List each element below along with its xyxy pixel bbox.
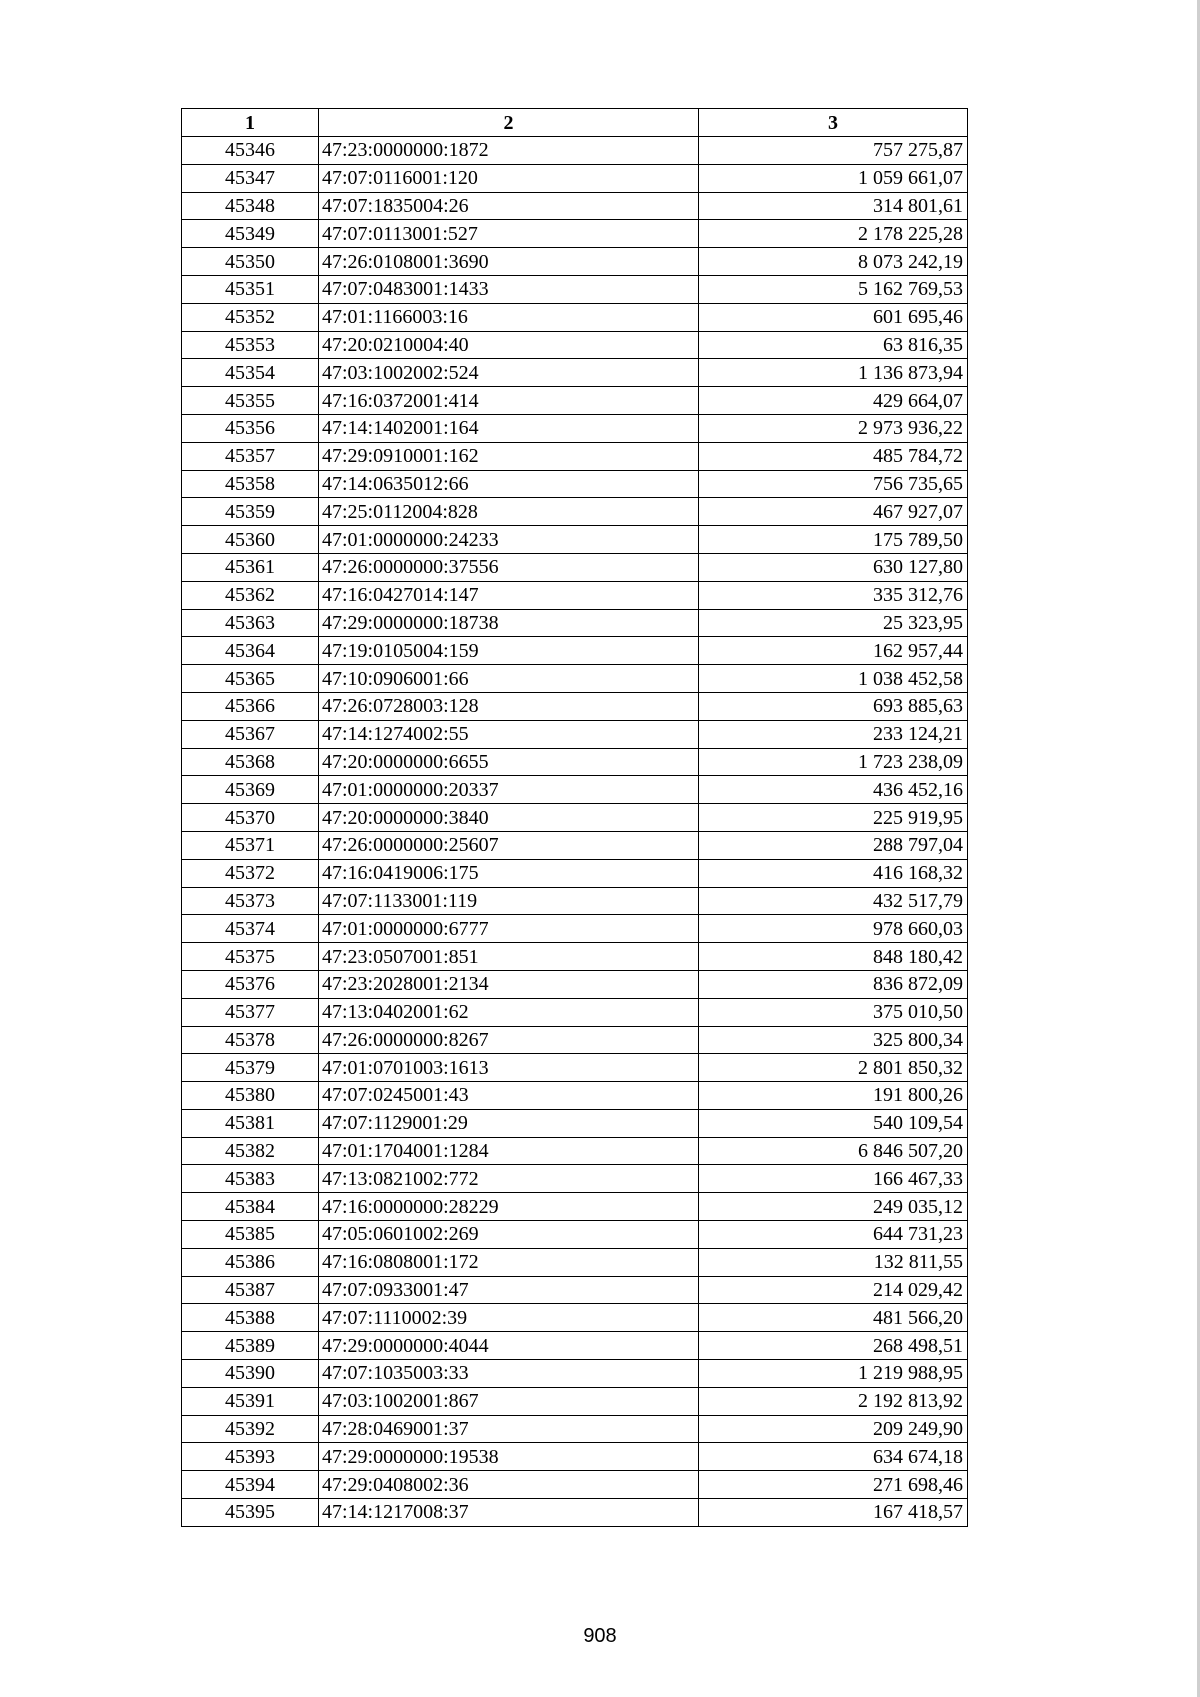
table-row (182, 1443, 968, 1471)
value-cell: 634 674,18 (699, 1443, 968, 1471)
table-row (182, 1304, 968, 1332)
value-cell: 249 035,12 (699, 1193, 968, 1221)
cadastral-number-cell: 47:07:1035003:33 (319, 1360, 699, 1388)
row-number-cell: 45365 (182, 665, 319, 693)
table-row (182, 609, 968, 637)
table-row (182, 1415, 968, 1443)
value-cell: 1 038 452,58 (699, 665, 968, 693)
value-cell: 162 957,44 (699, 637, 968, 665)
table-row (182, 1276, 968, 1304)
row-number-cell: 45347 (182, 164, 319, 192)
cadastral-number-cell: 47:20:0000000:6655 (319, 748, 699, 776)
value-cell: 167 418,57 (699, 1499, 968, 1527)
table-row (182, 498, 968, 526)
value-cell: 132 811,55 (699, 1248, 968, 1276)
table-row (182, 859, 968, 887)
value-cell: 416 168,32 (699, 859, 968, 887)
value-cell: 271 698,46 (699, 1471, 968, 1499)
cadastral-number-cell: 47:07:1133001:119 (319, 887, 699, 915)
row-number-cell: 45360 (182, 526, 319, 554)
table-body (182, 137, 968, 1527)
value-cell: 432 517,79 (699, 887, 968, 915)
row-number-cell: 45361 (182, 553, 319, 581)
value-cell: 467 927,07 (699, 498, 968, 526)
value-cell: 314 801,61 (699, 192, 968, 220)
cadastral-number-cell: 47:07:0116001:120 (319, 164, 699, 192)
value-cell: 175 789,50 (699, 526, 968, 554)
row-number-cell: 45355 (182, 387, 319, 415)
value-cell: 233 124,21 (699, 720, 968, 748)
value-cell: 756 735,65 (699, 470, 968, 498)
value-cell: 693 885,63 (699, 692, 968, 720)
value-cell: 8 073 242,19 (699, 248, 968, 276)
cadastral-number-cell: 47:13:0821002:772 (319, 1165, 699, 1193)
table-row (182, 1332, 968, 1360)
table-header-row (182, 109, 968, 137)
row-number-cell: 45385 (182, 1221, 319, 1249)
cadastral-number-cell: 47:01:0000000:20337 (319, 776, 699, 804)
cadastral-number-cell: 47:16:0427014:147 (319, 581, 699, 609)
cadastral-number-cell: 47:29:0910001:162 (319, 442, 699, 470)
cadastral-number-cell: 47:16:0419006:175 (319, 859, 699, 887)
row-number-cell: 45348 (182, 192, 319, 220)
table-row (182, 1165, 968, 1193)
cadastral-number-cell: 47:13:0402001:62 (319, 998, 699, 1026)
table-row (182, 748, 968, 776)
table-row (182, 303, 968, 331)
cadastral-number-cell: 47:26:0000000:8267 (319, 1026, 699, 1054)
page-number: 908 (583, 1625, 617, 1647)
row-number-cell: 45375 (182, 943, 319, 971)
row-number-cell: 45371 (182, 831, 319, 859)
cadastral-number-cell: 47:07:0933001:47 (319, 1276, 699, 1304)
row-number-cell: 45353 (182, 331, 319, 359)
value-cell: 325 800,34 (699, 1026, 968, 1054)
table-row (182, 1471, 968, 1499)
table-row (182, 331, 968, 359)
table-row (182, 359, 968, 387)
table-row (182, 1499, 968, 1527)
value-cell: 848 180,42 (699, 943, 968, 971)
row-number-cell: 45372 (182, 859, 319, 887)
row-number-cell: 45382 (182, 1137, 319, 1165)
value-cell: 2 973 936,22 (699, 414, 968, 442)
row-number-cell: 45391 (182, 1387, 319, 1415)
row-number-cell: 45389 (182, 1332, 319, 1360)
value-cell: 214 029,42 (699, 1276, 968, 1304)
table-row (182, 637, 968, 665)
row-number-cell: 45349 (182, 220, 319, 248)
table-row (182, 581, 968, 609)
value-cell: 288 797,04 (699, 831, 968, 859)
cadastral-number-cell: 47:26:0000000:37556 (319, 553, 699, 581)
cadastral-number-cell: 47:20:0000000:3840 (319, 804, 699, 832)
table-row (182, 1387, 968, 1415)
table-row (182, 665, 968, 693)
row-number-cell: 45376 (182, 970, 319, 998)
row-number-cell: 45373 (182, 887, 319, 915)
value-cell: 481 566,20 (699, 1304, 968, 1332)
cadastral-number-cell: 47:03:1002002:524 (319, 359, 699, 387)
cadastral-number-cell: 47:20:0210004:40 (319, 331, 699, 359)
table-row (182, 1082, 968, 1110)
column-header-2: 2 (319, 109, 699, 137)
table-row (182, 137, 968, 165)
table-row (182, 692, 968, 720)
cadastral-number-cell: 47:14:1402001:164 (319, 414, 699, 442)
value-cell: 225 919,95 (699, 804, 968, 832)
row-number-cell: 45370 (182, 804, 319, 832)
cadastral-number-cell: 47:28:0469001:37 (319, 1415, 699, 1443)
table-row (182, 526, 968, 554)
cadastral-number-cell: 47:16:0000000:28229 (319, 1193, 699, 1221)
table-row (182, 192, 968, 220)
cadastral-number-cell: 47:03:1002001:867 (319, 1387, 699, 1415)
row-number-cell: 45356 (182, 414, 319, 442)
cadastral-number-cell: 47:05:0601002:269 (319, 1221, 699, 1249)
table-row (182, 720, 968, 748)
table-row (182, 776, 968, 804)
value-cell: 166 467,33 (699, 1165, 968, 1193)
table-row (182, 442, 968, 470)
row-number-cell: 45387 (182, 1276, 319, 1304)
value-cell: 436 452,16 (699, 776, 968, 804)
table-row (182, 970, 968, 998)
row-number-cell: 45394 (182, 1471, 319, 1499)
table-row (182, 1248, 968, 1276)
row-number-cell: 45374 (182, 915, 319, 943)
cadastral-number-cell: 47:01:0000000:6777 (319, 915, 699, 943)
table-row (182, 831, 968, 859)
column-header-3: 3 (699, 109, 968, 137)
row-number-cell: 45354 (182, 359, 319, 387)
table-row (182, 887, 968, 915)
table-row (182, 1137, 968, 1165)
row-number-cell: 45367 (182, 720, 319, 748)
value-cell: 644 731,23 (699, 1221, 968, 1249)
row-number-cell: 45380 (182, 1082, 319, 1110)
row-number-cell: 45388 (182, 1304, 319, 1332)
cadastral-number-cell: 47:26:0108001:3690 (319, 248, 699, 276)
value-cell: 1 136 873,94 (699, 359, 968, 387)
column-header-1: 1 (182, 109, 319, 137)
cadastral-number-cell: 47:01:0701003:1613 (319, 1054, 699, 1082)
value-cell: 2 192 813,92 (699, 1387, 968, 1415)
cadastral-number-cell: 47:07:0483001:1433 (319, 275, 699, 303)
row-number-cell: 45381 (182, 1109, 319, 1137)
cadastral-number-cell: 47:26:0000000:25607 (319, 831, 699, 859)
value-cell: 268 498,51 (699, 1332, 968, 1360)
cadastral-number-cell: 47:16:0372001:414 (319, 387, 699, 415)
row-number-cell: 45362 (182, 581, 319, 609)
table-row (182, 998, 968, 1026)
value-cell: 63 816,35 (699, 331, 968, 359)
row-number-cell: 45386 (182, 1248, 319, 1276)
table-row (182, 1026, 968, 1054)
table-row (182, 943, 968, 971)
value-cell: 5 162 769,53 (699, 275, 968, 303)
value-cell: 6 846 507,20 (699, 1137, 968, 1165)
table-row (182, 387, 968, 415)
table-row (182, 275, 968, 303)
value-cell: 601 695,46 (699, 303, 968, 331)
row-number-cell: 45358 (182, 470, 319, 498)
cadastral-number-cell: 47:14:0635012:66 (319, 470, 699, 498)
row-number-cell: 45368 (182, 748, 319, 776)
row-number-cell: 45351 (182, 275, 319, 303)
cadastral-number-cell: 47:29:0000000:4044 (319, 1332, 699, 1360)
table-row (182, 470, 968, 498)
data-table (181, 108, 968, 1527)
table-row (182, 220, 968, 248)
table-row (182, 915, 968, 943)
table-row (182, 414, 968, 442)
cadastral-number-cell: 47:23:2028001:2134 (319, 970, 699, 998)
row-number-cell: 45364 (182, 637, 319, 665)
table-row (182, 1193, 968, 1221)
cadastral-number-cell: 47:29:0000000:19538 (319, 1443, 699, 1471)
value-cell: 209 249,90 (699, 1415, 968, 1443)
value-cell: 1 219 988,95 (699, 1360, 968, 1388)
cadastral-number-cell: 47:23:0000000:1872 (319, 137, 699, 165)
table-row (182, 1109, 968, 1137)
cadastral-number-cell: 47:07:1110002:39 (319, 1304, 699, 1332)
cadastral-number-cell: 47:29:0408002:36 (319, 1471, 699, 1499)
value-cell: 335 312,76 (699, 581, 968, 609)
row-number-cell: 45357 (182, 442, 319, 470)
cadastral-number-cell: 47:26:0728003:128 (319, 692, 699, 720)
table-row (182, 1054, 968, 1082)
cadastral-number-cell: 47:07:0245001:43 (319, 1082, 699, 1110)
value-cell: 2 801 850,32 (699, 1054, 968, 1082)
value-cell: 375 010,50 (699, 998, 968, 1026)
row-number-cell: 45384 (182, 1193, 319, 1221)
value-cell: 757 275,87 (699, 137, 968, 165)
row-number-cell: 45383 (182, 1165, 319, 1193)
row-number-cell: 45393 (182, 1443, 319, 1471)
value-cell: 630 127,80 (699, 553, 968, 581)
cadastral-number-cell: 47:07:0113001:527 (319, 220, 699, 248)
cadastral-number-cell: 47:25:0112004:828 (319, 498, 699, 526)
value-cell: 540 109,54 (699, 1109, 968, 1137)
row-number-cell: 45363 (182, 609, 319, 637)
cadastral-number-cell: 47:14:1274002:55 (319, 720, 699, 748)
row-number-cell: 45369 (182, 776, 319, 804)
row-number-cell: 45392 (182, 1415, 319, 1443)
value-cell: 191 800,26 (699, 1082, 968, 1110)
value-cell: 485 784,72 (699, 442, 968, 470)
table-row (182, 1360, 968, 1388)
cadastral-number-cell: 47:01:1704001:1284 (319, 1137, 699, 1165)
row-number-cell: 45346 (182, 137, 319, 165)
value-cell: 2 178 225,28 (699, 220, 968, 248)
value-cell: 836 872,09 (699, 970, 968, 998)
row-number-cell: 45390 (182, 1360, 319, 1388)
cadastral-number-cell: 47:19:0105004:159 (319, 637, 699, 665)
cadastral-number-cell: 47:29:0000000:18738 (319, 609, 699, 637)
row-number-cell: 45379 (182, 1054, 319, 1082)
cadastral-number-cell: 47:07:1835004:26 (319, 192, 699, 220)
table-row (182, 164, 968, 192)
row-number-cell: 45352 (182, 303, 319, 331)
table-row (182, 248, 968, 276)
cadastral-number-cell: 47:23:0507001:851 (319, 943, 699, 971)
value-cell: 429 664,07 (699, 387, 968, 415)
table-row (182, 553, 968, 581)
value-cell: 978 660,03 (699, 915, 968, 943)
row-number-cell: 45377 (182, 998, 319, 1026)
row-number-cell: 45378 (182, 1026, 319, 1054)
cadastral-number-cell: 47:10:0906001:66 (319, 665, 699, 693)
value-cell: 25 323,95 (699, 609, 968, 637)
cadastral-number-cell: 47:07:1129001:29 (319, 1109, 699, 1137)
cadastral-number-cell: 47:16:0808001:172 (319, 1248, 699, 1276)
cadastral-number-cell: 47:14:1217008:37 (319, 1499, 699, 1527)
cadastral-number-cell: 47:01:0000000:24233 (319, 526, 699, 554)
row-number-cell: 45395 (182, 1499, 319, 1527)
value-cell: 1 059 661,07 (699, 164, 968, 192)
row-number-cell: 45366 (182, 692, 319, 720)
cadastral-number-cell: 47:01:1166003:16 (319, 303, 699, 331)
table-row (182, 804, 968, 832)
value-cell: 1 723 238,09 (699, 748, 968, 776)
row-number-cell: 45359 (182, 498, 319, 526)
row-number-cell: 45350 (182, 248, 319, 276)
table-row (182, 1221, 968, 1249)
